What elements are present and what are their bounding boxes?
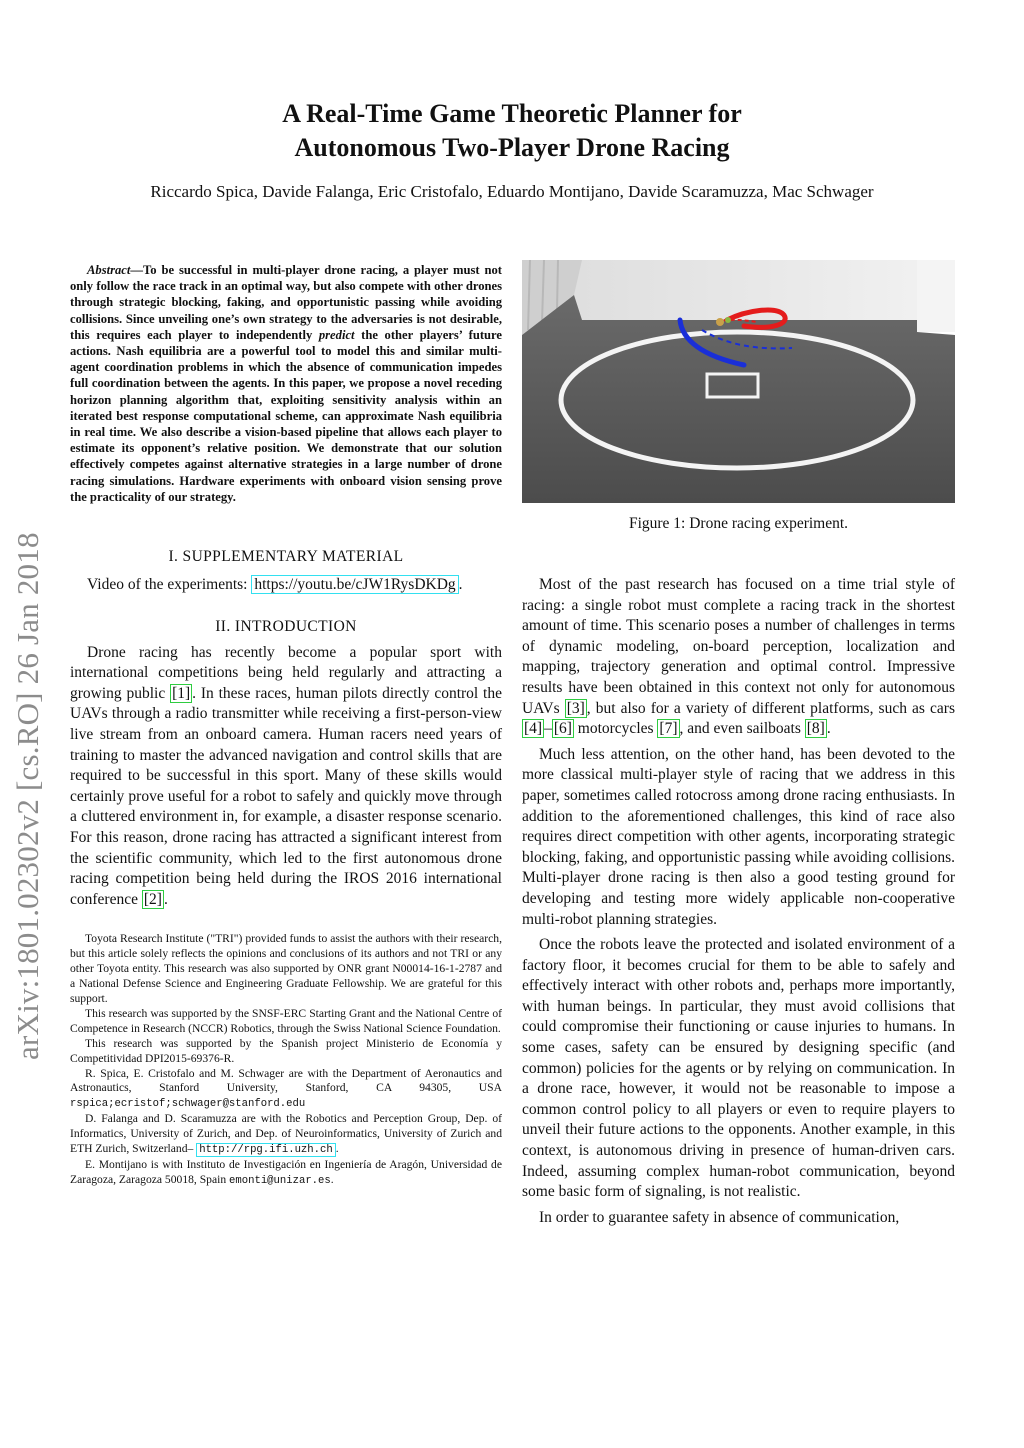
footnote-zurich-end: . — [335, 1142, 339, 1156]
author-list: Riccardo Spica, Davide Falanga, Eric Cristofalo, Eduardo Montijano, Davide Scaramuzza, Mac Schwager — [150, 182, 874, 201]
abstract-text-1: —To be successful in multi-player drone racing, a player must not only follow the race track in an optimal way, but also compete with other drones through strategic blocking, faking, and opportunistic passing while avoiding collisions. Since unveiling one’s own strategy to the adversaries is not desirable, this requires each player to independently — [70, 263, 502, 342]
intro-paragraph — [70, 643, 502, 911]
footnote-zaragoza-text: E. Montijano is with Instituto de Investigación en Ingeniería de Aragón, Universidad de Zaragoza, Zaragoza 50018, Spain — [70, 1157, 502, 1186]
citation-2[interactable]: [2] — [143, 890, 162, 908]
footnote-stanford — [70, 1067, 502, 1113]
citation-6[interactable]: [6] — [553, 720, 572, 738]
video-label: Video of the experiments: — [87, 576, 252, 594]
abstract — [70, 262, 502, 505]
paragraph-safety: Once the robots leave the protected and isolated environment of a factory floor, it becomes crucial for them to be able to safely and effectively interact with other robots and, perhaps more importantly, with human beings. In particular, they must avoid collisions that could compromise their functioning or cause injuries to humans. In some cases, safety can be ensured by designing specific (and common) policies for the agents or by relying on communication. In a drone race, however, it would not be reasonable to impose a common control policy to all players or even to require players to unveil their future actions to the opponents. Another example, in this context, is autonomous driving in presence of human-driven cars. Indeed, assuming complex human-robot communication, beyond some basic form of signaling, is not realistic. — [522, 936, 955, 1201]
footnote-snsf: This research was supported by the SNSF-ERC Starting Grant and the National Centre of Competence in Research (NCCR) Robotics, through the Swiss National Science Foundation. — [70, 1006, 502, 1035]
back-wall — [522, 260, 955, 320]
figure-caption: Figure 1: Drone racing experiment. — [628, 515, 849, 532]
citation-8[interactable]: [8] — [806, 720, 825, 738]
intro-text-2: . In these races, human pilots directly control the UAVs through a radio transmitter while receiving a first-person-view live stream from an onboard camera. Human racers need years of training to master the advanced navigation and control skills that are required to be successful in this sport. Many of these skills would certainly prove useful for a robot to safely and quickly move through a cluttered environment in, for example, a disaster response scenario. For this reason, drone racing has attracted a significant interest from the scientific community, which led to the first autonomous drone racing competition being held during the IROS 2016 international conference — [70, 684, 502, 908]
citation-3[interactable]: [3] — [566, 699, 585, 717]
time-trial-text-3: motorcycles — [573, 720, 658, 738]
footnote-zaragoza-end: . — [330, 1172, 334, 1186]
abstract-label: Abstract — [87, 263, 131, 277]
footnote-tri: Toyota Research Institute ("TRI") provided funds to assist the authors with their research, but this article solely reflects the opinions and conclusions of its authors and not TRI or any other Toyota entity. This research was also supported by ONR grant N00014-16-1-2787 and a National Defense Science and Engineering Graduate Fellowship. We are grateful for this support. — [70, 932, 502, 1005]
paragraph-multi-player: Much less attention, on the other hand, has been devoted to the more classical multi-player style of racing that we address in this paper, sometimes called rotocross among drone racing enthusiasts. In addition to the aforementioned challenges, this kind of race also requires direct competition with other agents, incorporating strategic blocking, faking, and opportunistic passing while avoiding collisions. Multi-player drone racing is then also a good testing ground for developing and testing more widely applicable non-cooperative multi-robot planning strategies. — [522, 745, 955, 928]
floor — [522, 295, 955, 503]
section-heading-supplementary: I. SUPPLEMENTARY MATERIAL — [168, 548, 404, 566]
drone-marker — [716, 318, 724, 326]
citation-7[interactable]: [7] — [659, 720, 678, 738]
video-paragraph — [70, 575, 502, 596]
left-column — [70, 262, 502, 1189]
zaragoza-email: emonti@unizar.es — [229, 1174, 331, 1187]
footnotes — [70, 932, 502, 1188]
intro-text-1: Drone racing has recently become a popular sport with international competitions being held regularly and attracting a growing public — [70, 643, 502, 702]
time-trial-text-end: . — [826, 720, 831, 738]
footnote-stanford-text: R. Spica, E. Cristofalo and M. Schwager are with the Department of Aeronautics and Astronautics, Stanford University, Stanford, CA 94305, USA — [70, 1066, 502, 1095]
footnote-spanish: This research was supported by the Spanish project Ministerio de Economía y Competitividad DPI2015-69376-R. — [70, 1036, 502, 1065]
stanford-email: rspica;ecristof;schwager@stanford.edu — [70, 1098, 306, 1111]
citation-range-dash: – — [544, 720, 552, 738]
right-panel — [917, 260, 955, 332]
paragraph-time-trial — [522, 575, 955, 740]
footnote-zaragoza — [70, 1158, 502, 1189]
citation-1[interactable]: [1] — [172, 684, 191, 702]
paragraph-communication: In order to guarantee safety in absence of communication, — [539, 1208, 900, 1226]
video-end: . — [458, 576, 463, 594]
time-trial-text-1: Most of the past research has focused on a time trial style of racing: a single robot must complete a racing track in the shortest amount of time. This scenario poses a number of challenges in terms of dynamic modeling, on-board perception, localization and mapping, trajectory generation and optimal control. Impressive results have been obtained in this context not only for autonomous UAVs — [522, 576, 955, 717]
abstract-text-2: the other players’ future actions. Nash equilibria are a powerful tool to model this and similar multi-agent coordination problems in which the absence of communication impedes full coordination between the agents. In this paper, we propose a novel receding horizon planning algorithm that, exploiting sensitivity analysis within an iterated best response computational scheme, can approximate Nash equilibria in real time. We also describe a vision-based pipeline that allows each player to estimate its opponent’s relative position. We demonstrate that our solution effectively competes against alternative strategies in a large number of drone racing simulations. Hardware experiments with onboard vision sensing prove the practicality of our strategy. — [70, 327, 502, 504]
section-heading-introduction: II. INTRODUCTION — [215, 617, 357, 635]
right-column — [522, 260, 955, 1228]
rpg-link[interactable]: http://rpg.ifi.uzh.ch — [196, 1143, 336, 1157]
intro-text-end: . — [163, 890, 168, 908]
right-column-text — [522, 575, 955, 1228]
drone-marker-2 — [725, 317, 731, 323]
video-link[interactable]: https://youtu.be/cJW1RysDKDg — [251, 575, 458, 594]
footnote-zurich — [70, 1112, 502, 1158]
drone-racing-figure — [522, 260, 955, 503]
abstract-emphasis: predict — [318, 327, 355, 342]
time-trial-text-2: , but also for a variety of different platforms, such as cars — [586, 699, 955, 717]
paper-title — [0, 97, 1024, 165]
arxiv-identifier: arXiv:1801.02302v2 [cs.RO] 26 Jan 2018 — [10, 532, 45, 1060]
citation-4[interactable]: [4] — [524, 720, 543, 738]
title-line-1: A Real-Time Game Theoretic Planner for — [282, 99, 742, 128]
footnote-zurich-text: D. Falanga and D. Scaramuzza are with the Robotics and Perception Group, Dep. of Informatics, University of Zurich, and Dep. of Neuroinformatics, University of Zurich and ETH Zurich, Switzerland– — [70, 1112, 502, 1156]
title-line-2: Autonomous Two-Player Drone Racing — [294, 133, 730, 162]
time-trial-text-4: , and even sailboats — [679, 720, 805, 738]
